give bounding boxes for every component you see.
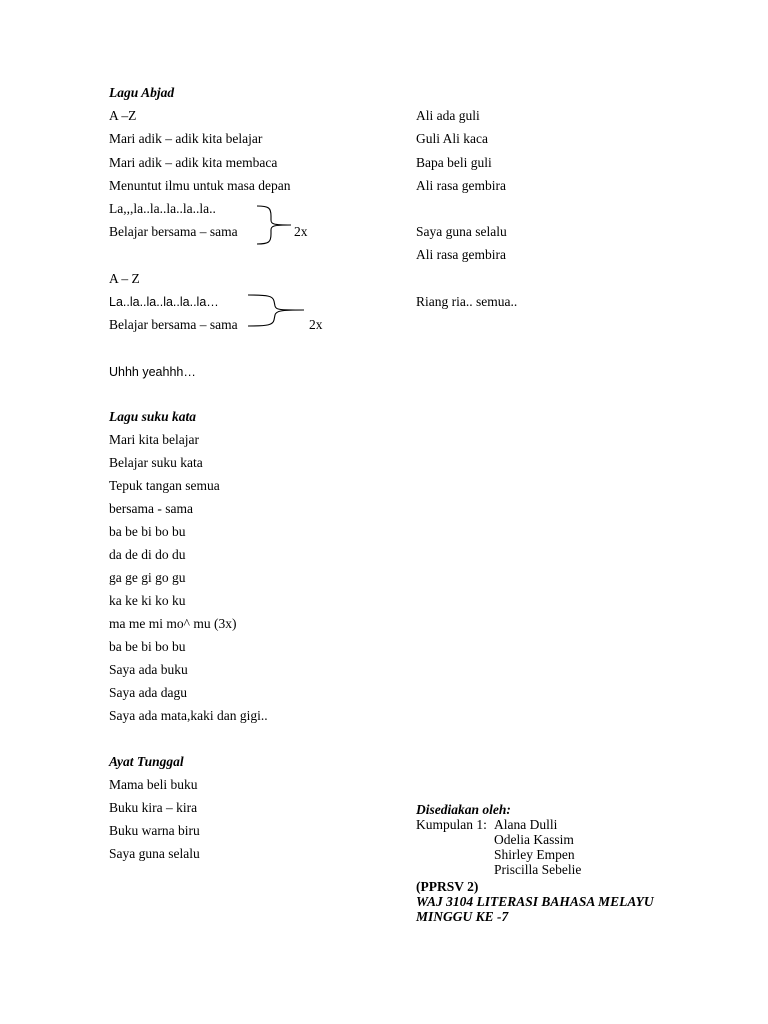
lyric-line: Riang ria.. semua.. xyxy=(416,294,518,309)
repeat-brace-icon xyxy=(255,204,295,246)
lyric-line: Belajar bersama – sama xyxy=(109,224,238,239)
lyric-line: ma me mi mo^ mu (3x) xyxy=(109,616,237,631)
lyric-line: ka ke ki ko ku xyxy=(109,593,186,608)
lyric-line: Menuntut ilmu untuk masa depan xyxy=(109,178,291,193)
prepared-by-label: Disediakan oleh: xyxy=(416,802,511,817)
sentence-line: Buku kira – kira xyxy=(109,800,198,815)
group-member: Odelia Kassim xyxy=(494,832,574,847)
lyric-line: Ali rasa gembira xyxy=(416,178,506,193)
program-code: (PPRSV 2) xyxy=(416,879,479,894)
repeat-brace-icon xyxy=(246,293,306,329)
week-label: MINGGU KE -7 xyxy=(416,909,509,924)
group-member: Shirley Empen xyxy=(494,847,575,862)
lyric-line: La,,,la..la..la..la..la.. xyxy=(109,201,216,216)
lyric-line: Bapa beli guli xyxy=(416,155,492,170)
lyric-line: Saya ada mata,kaki dan gigi.. xyxy=(109,708,268,723)
group-member: Alana Dulli xyxy=(494,817,558,832)
lagu-abjad-title: Lagu Abjad xyxy=(109,85,175,100)
lyric-line: Guli Ali kaca xyxy=(416,131,488,146)
repeat-count: 2x xyxy=(294,224,308,239)
lyric-line: Mari adik – adik kita belajar xyxy=(109,131,263,146)
lyric-line: La..la..la..la..la..la… xyxy=(109,295,219,309)
lyric-line: A –Z xyxy=(109,108,137,123)
group-member: Priscilla Sebelie xyxy=(494,862,582,877)
lyric-line: da de di do du xyxy=(109,547,186,562)
lyric-line: Saya ada buku xyxy=(109,662,188,677)
lyric-line: ba be bi bo bu xyxy=(109,639,186,654)
group-label: Kumpulan 1: xyxy=(416,817,487,832)
lyric-line: Belajar bersama – sama xyxy=(109,317,238,332)
lyric-line: A – Z xyxy=(109,271,140,286)
lyric-line: Saya guna selalu xyxy=(416,224,507,239)
lyric-line: Mari kita belajar xyxy=(109,432,199,447)
course-title: WAJ 3104 LITERASI BAHASA MELAYU xyxy=(416,894,654,909)
sentence-line: Mama beli buku xyxy=(109,777,198,792)
lyric-line: Belajar suku kata xyxy=(109,455,203,470)
lyric-line: Mari adik – adik kita membaca xyxy=(109,155,278,170)
lyric-line: Ali rasa gembira xyxy=(416,247,506,262)
sentence-line: Saya guna selalu xyxy=(109,846,200,861)
lyric-line: ga ge gi go gu xyxy=(109,570,186,585)
lyric-line: ba be bi bo bu xyxy=(109,524,186,539)
lyric-line: bersama - sama xyxy=(109,501,193,516)
lyric-line: Ali ada guli xyxy=(416,108,480,123)
repeat-count: 2x xyxy=(309,317,323,332)
sentence-line: Buku warna biru xyxy=(109,823,200,838)
lyric-line: Saya ada dagu xyxy=(109,685,187,700)
lyric-line: Uhhh yeahhh… xyxy=(109,365,196,379)
ayat-tunggal-title: Ayat Tunggal xyxy=(109,754,184,769)
lagu-suku-kata-title: Lagu suku kata xyxy=(109,409,197,424)
lyric-line: Tepuk tangan semua xyxy=(109,478,220,493)
